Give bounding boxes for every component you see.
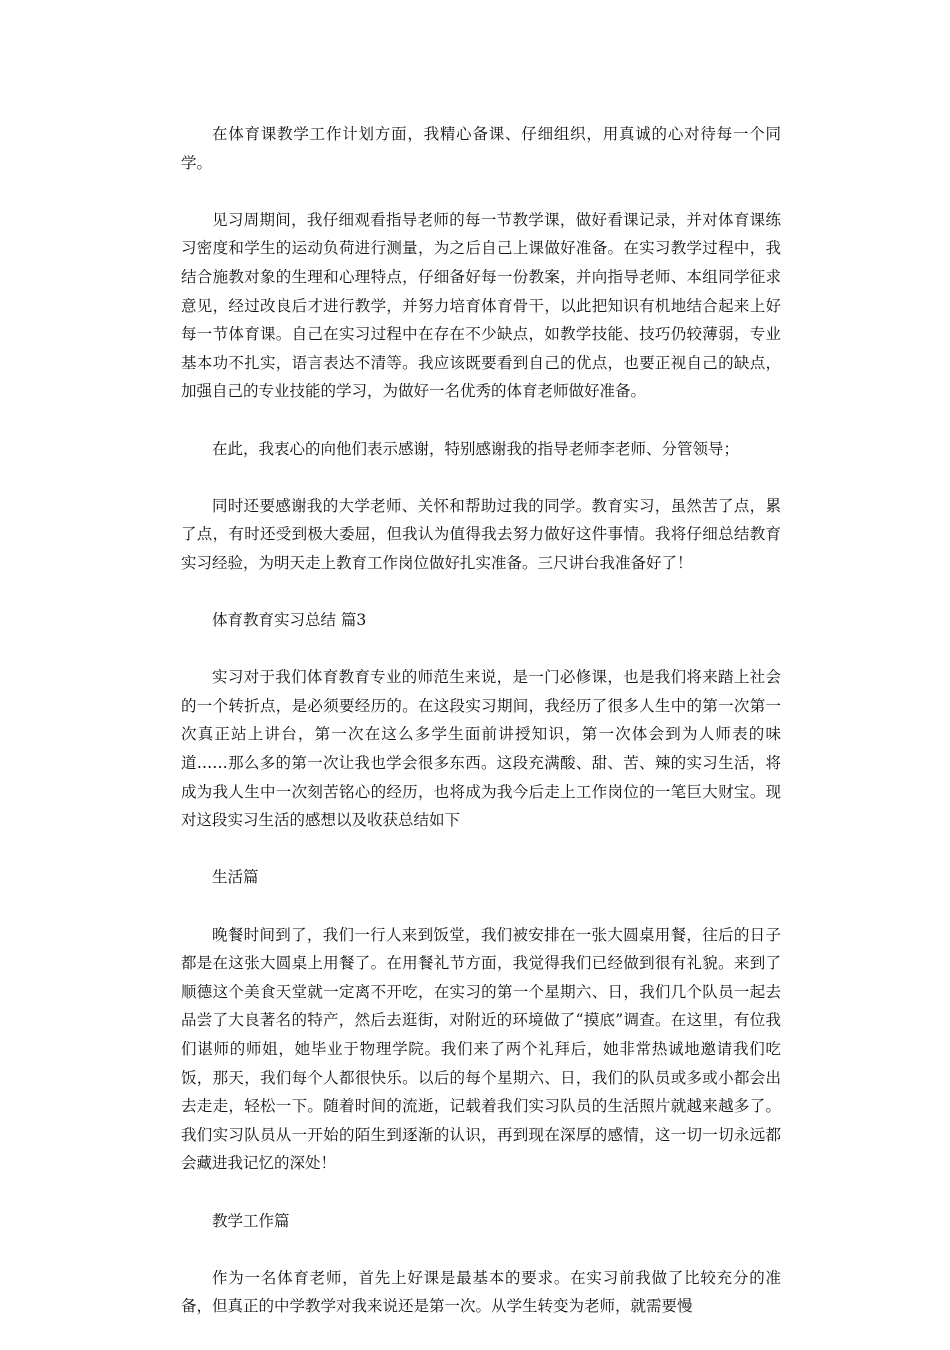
- paragraph-thanks: 在此，我衷心的向他们表示感谢，特别感谢我的指导老师李老师、分管领导；: [212, 439, 740, 458]
- paragraph-teaching-work: 作为一名体育老师，首先上好课是最基本的要求。在实习前我做了比较充分的准备，但真正的中学教学对我来说还是第一次。从学生转变为老师，就需要慢: [181, 1268, 781, 1316]
- section-heading-part-3: 体育教育实习总结 篇3: [212, 611, 367, 630]
- paragraph-thanks-continued: 同时还要感谢我的大学老师、关怀和帮助过我的同学。教育实习，虽然苦了点，累了点，有时还受到极大委屈，但我认为值得我去努力做好这件事情。我将仔细总结教育实习经验，为明天走上教育工作岗位做好扎实准备。三尺讲台我准备好了！: [181, 496, 781, 572]
- paragraph-life: 晚餐时间到了，我们一行人来到饭堂，我们被安排在一张大圆桌用餐，往后的日子都是在这张大圆桌上用餐了。在用餐礼节方面，我觉得我们已经做到很有礼貌。来到了顺德这个美食天堂就一定离不开吃，在实习的第一个星期六、日，我们几个队员一起去品尝了大良著名的特产，然后去逛街，对附近的环境做了“摸底”调查。在这里，有位我们谌师的师姐，她毕业于物理学院。我们来了两个礼拜后，她非常热诚地邀请我们吃饭，那天，我们每个人都很快乐。以后的每个星期六、日，我们的队员或多或小都会出去走走，轻松一下。随着时间的流逝，记载着我们实习队员的生活照片就越来越多了。我们实习队员从一开始的陌生到逐渐的认识，再到现在深厚的感情，这一切一切永远都会藏进我记忆的深处！: [181, 925, 781, 1173]
- section-heading-life: 生活篇: [212, 868, 259, 887]
- paragraph-internship-intro: 实习对于我们体育教育专业的师范生来说，是一门必修课，也是我们将来踏上社会的一个转折点，是必须要经历的。在这段实习期间，我经历了很多人生中的第一次第一次真正站上讲台，第一次在这么多学生面前讲授知识，第一次体会到为人师表的味道……那么多的第一次让我也学会很多东西。这段充满酸、甜、苦、辣的实习生活，将成为我人生中一次刻苦铭心的经历，也将成为我今后走上工作岗位的一笔巨大财宝。现对这段实习生活的感想以及收获总结如下: [181, 668, 781, 830]
- paragraph-teaching-plan: 在体育课教学工作计划方面，我精心备课、仔细组织，用真诚的心对待每一个同学。: [181, 125, 781, 172]
- paragraph-observation-week: 见习周期间，我仔细观看指导老师的每一节教学课，做好看课记录，并对体育课练习密度和学生的运动负荷进行测量，为之后自己上课做好准备。在实习教学过程中，我结合施教对象的生理和心理特点，仔细备好每一份教案，并向指导老师、本组同学征求意见，经过改良后才进行教学，并努力培育体育骨干，以此把知识有机地结合起来上好每一节体育课。自己在实习过程中在存在不少缺点，如教学技能、技巧仍较薄弱，专业基本功不扎实，语言表达不清等。我应该既要看到自己的优点，也要正视自己的缺点，加强自己的专业技能的学习，为做好一名优秀的体育老师做好准备。: [181, 210, 781, 401]
- section-heading-teaching-work: 教学工作篇: [212, 1211, 290, 1230]
- document-body: [181, 120, 781, 1350]
